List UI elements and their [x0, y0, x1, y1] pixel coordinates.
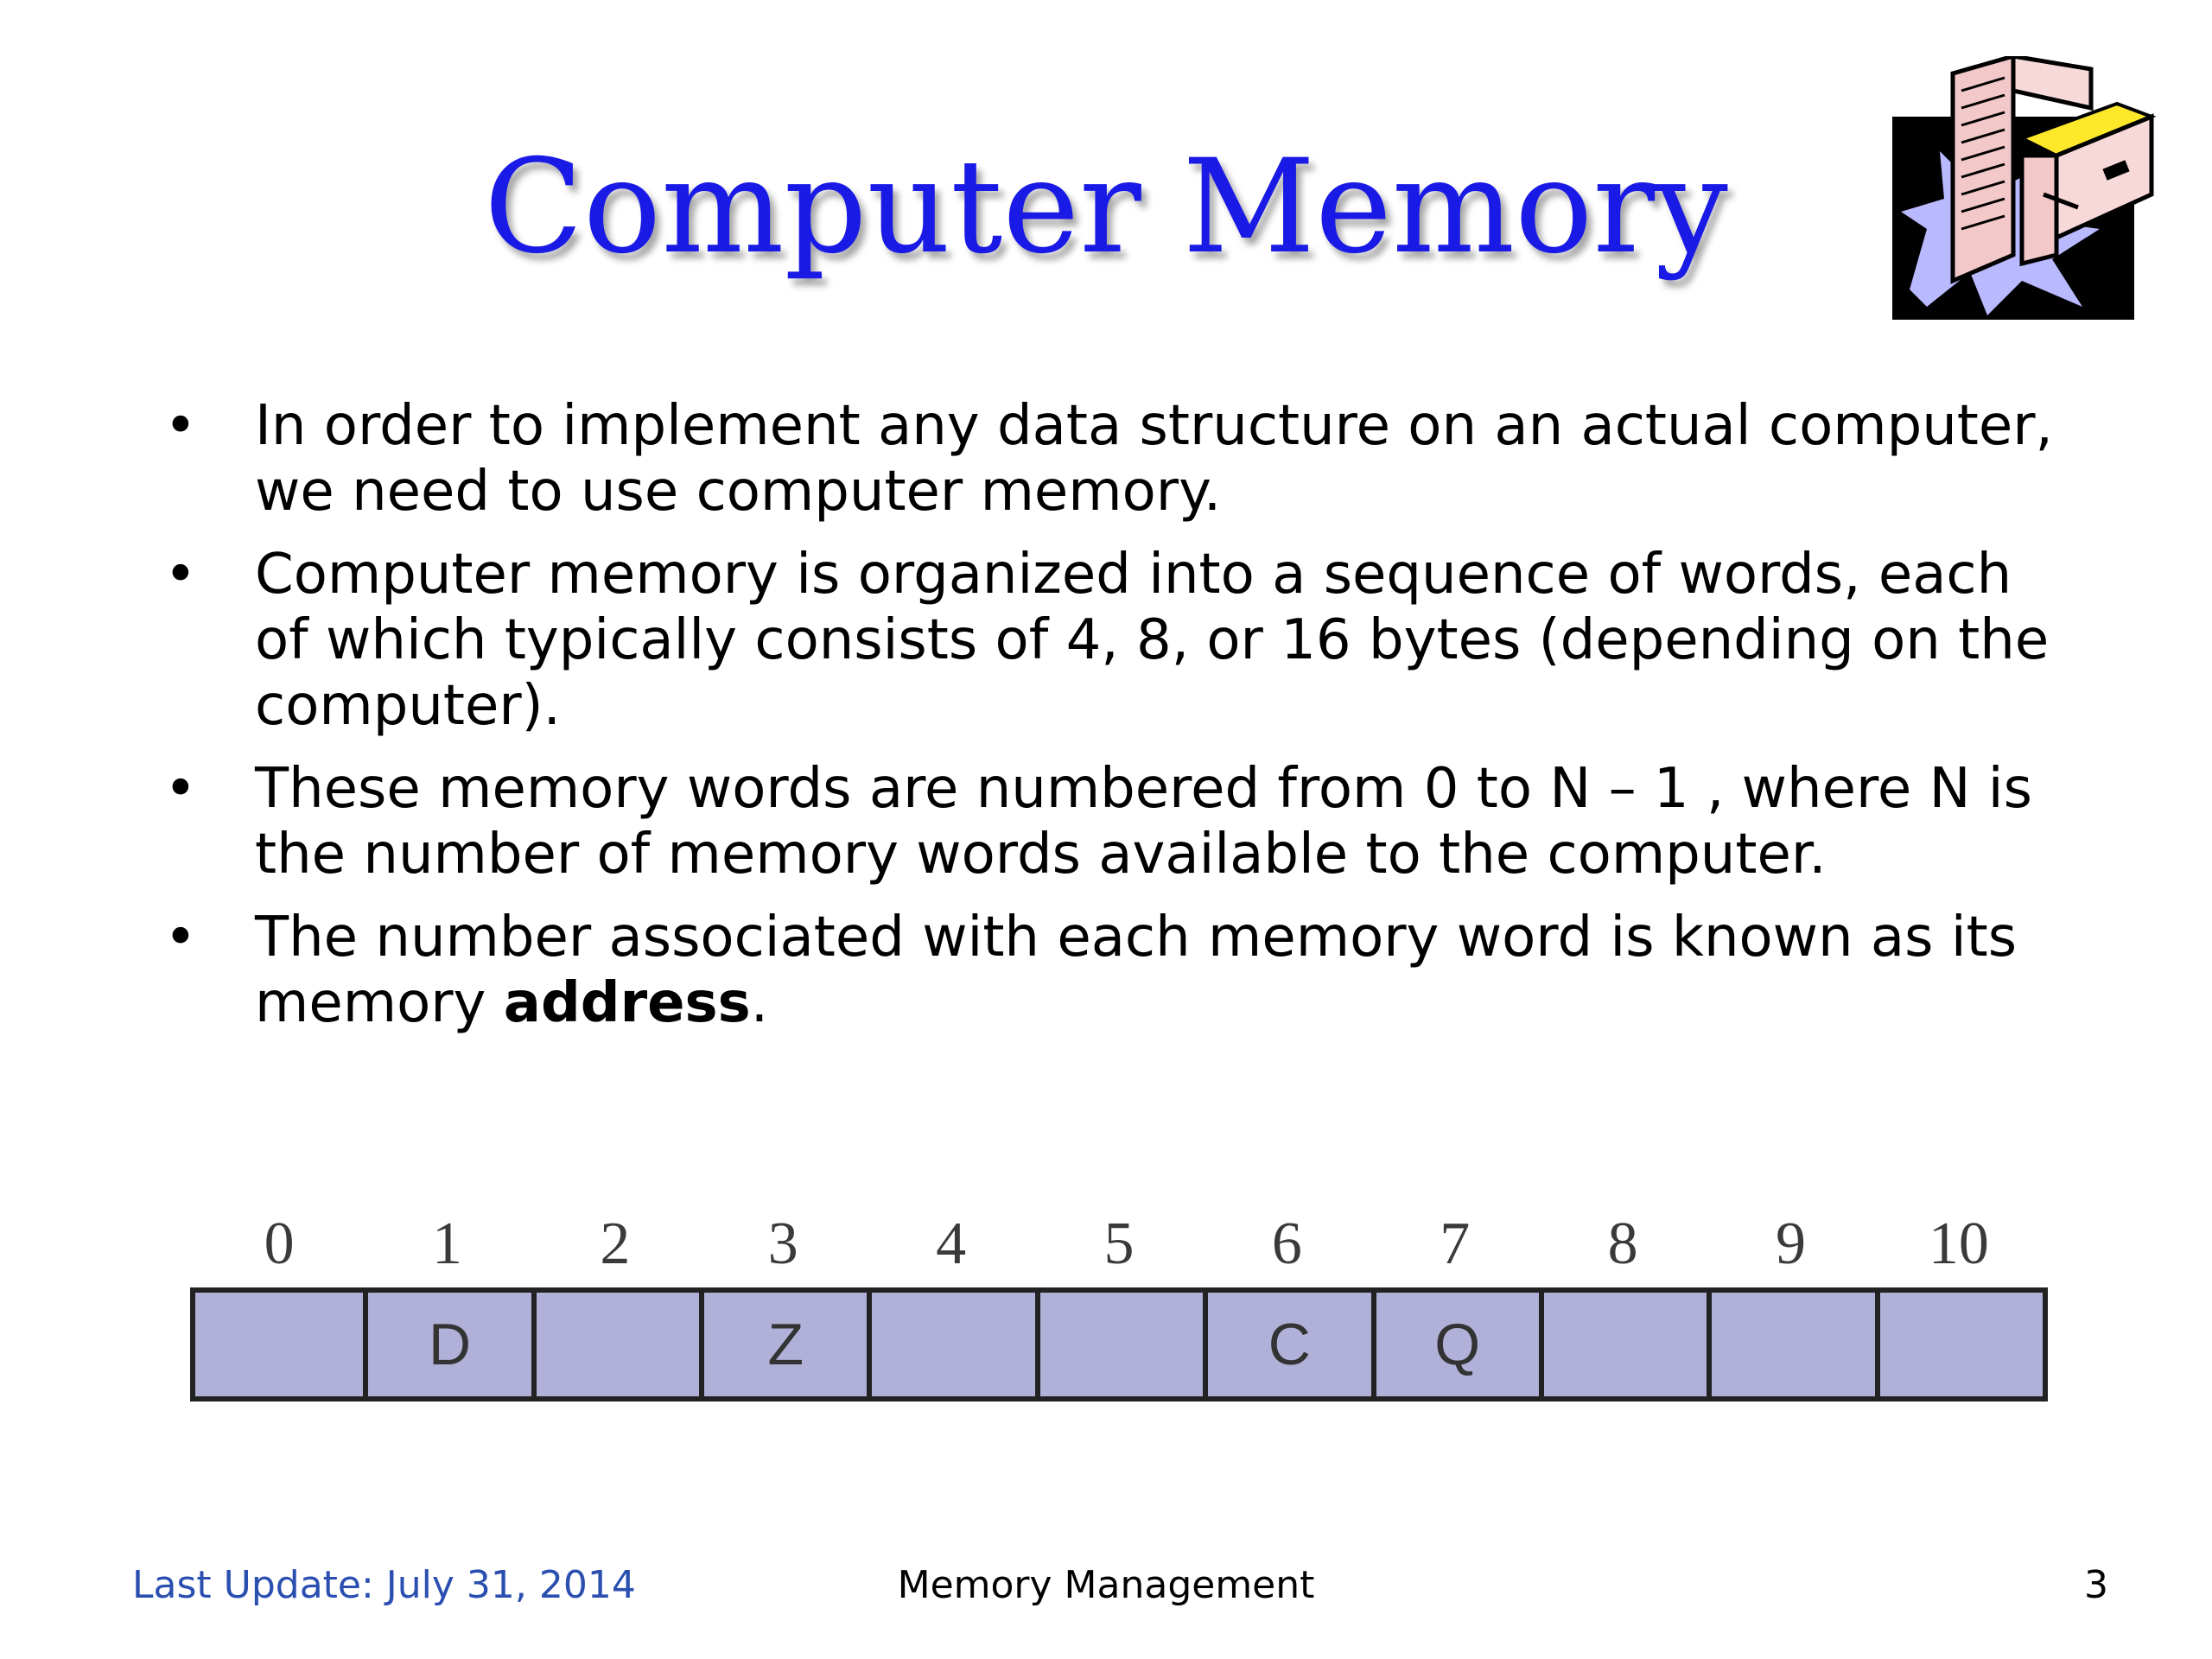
memory-address-label: 1	[432, 1211, 463, 1277]
footer-last-update: Last Update: July 31, 2014	[132, 1563, 636, 1607]
memory-index-row	[190, 1201, 2048, 1287]
memory-cell	[1707, 1293, 1874, 1396]
memory-cell	[1875, 1293, 2043, 1396]
memory-address-label: 2	[600, 1211, 631, 1277]
memory-cell: D	[363, 1293, 531, 1396]
memory-address-label: 5	[1103, 1211, 1135, 1277]
memory-array	[190, 1287, 2048, 1402]
memory-cell: Q	[1371, 1293, 1539, 1396]
memory-cell	[867, 1293, 1034, 1396]
bullet-item	[164, 542, 2082, 739]
footer-title: Memory Management	[897, 1563, 1315, 1607]
bullet-item	[164, 393, 2082, 524]
bullet-text: Computer memory is organized into a sequence of words, each of which typically consists of 4, 8, or 16 bytes (depending on the computer).	[255, 543, 2050, 738]
memory-address-label: 7	[1440, 1211, 1471, 1277]
bullet-text: The number associated with each memory word is known as its memory	[255, 906, 2018, 1035]
memory-cell	[531, 1293, 699, 1396]
bullet-text: In order to implement any data structure on an actual computer, we need to use computer memory.	[255, 394, 2053, 524]
bullet-item	[164, 756, 2082, 887]
memory-cell: C	[1203, 1293, 1370, 1396]
memory-cell	[195, 1293, 363, 1396]
slide-title: Computer Memory	[484, 132, 1728, 283]
bullet-icon: •	[164, 906, 197, 969]
bullet-icon: •	[164, 394, 197, 458]
memory-address-label: 9	[1775, 1211, 1806, 1277]
bullet-icon: •	[164, 543, 197, 607]
filing-cabinet-clipart	[1892, 56, 2160, 324]
memory-address-label: 6	[1271, 1211, 1302, 1277]
bullet-item	[164, 905, 2082, 1036]
bullet-icon: •	[164, 757, 197, 821]
memory-address-label: 8	[1607, 1211, 1638, 1277]
memory-cell: Z	[699, 1293, 867, 1396]
memory-address-label: 0	[264, 1211, 295, 1277]
bullet-text: These memory words are numbered from 0 to N – 1 , where N is the number of memory words available to the computer.	[255, 757, 2032, 887]
memory-address-label: 10	[1928, 1211, 1989, 1277]
bullet-list	[164, 393, 2082, 1053]
memory-address-label: 3	[767, 1211, 798, 1277]
page-number: 3	[2084, 1563, 2108, 1607]
bullet-bold-term: address	[503, 971, 751, 1035]
bullet-text-end: .	[750, 971, 769, 1035]
memory-address-label: 4	[936, 1211, 967, 1277]
memory-cell	[1539, 1293, 1707, 1396]
memory-cell	[1035, 1293, 1203, 1396]
